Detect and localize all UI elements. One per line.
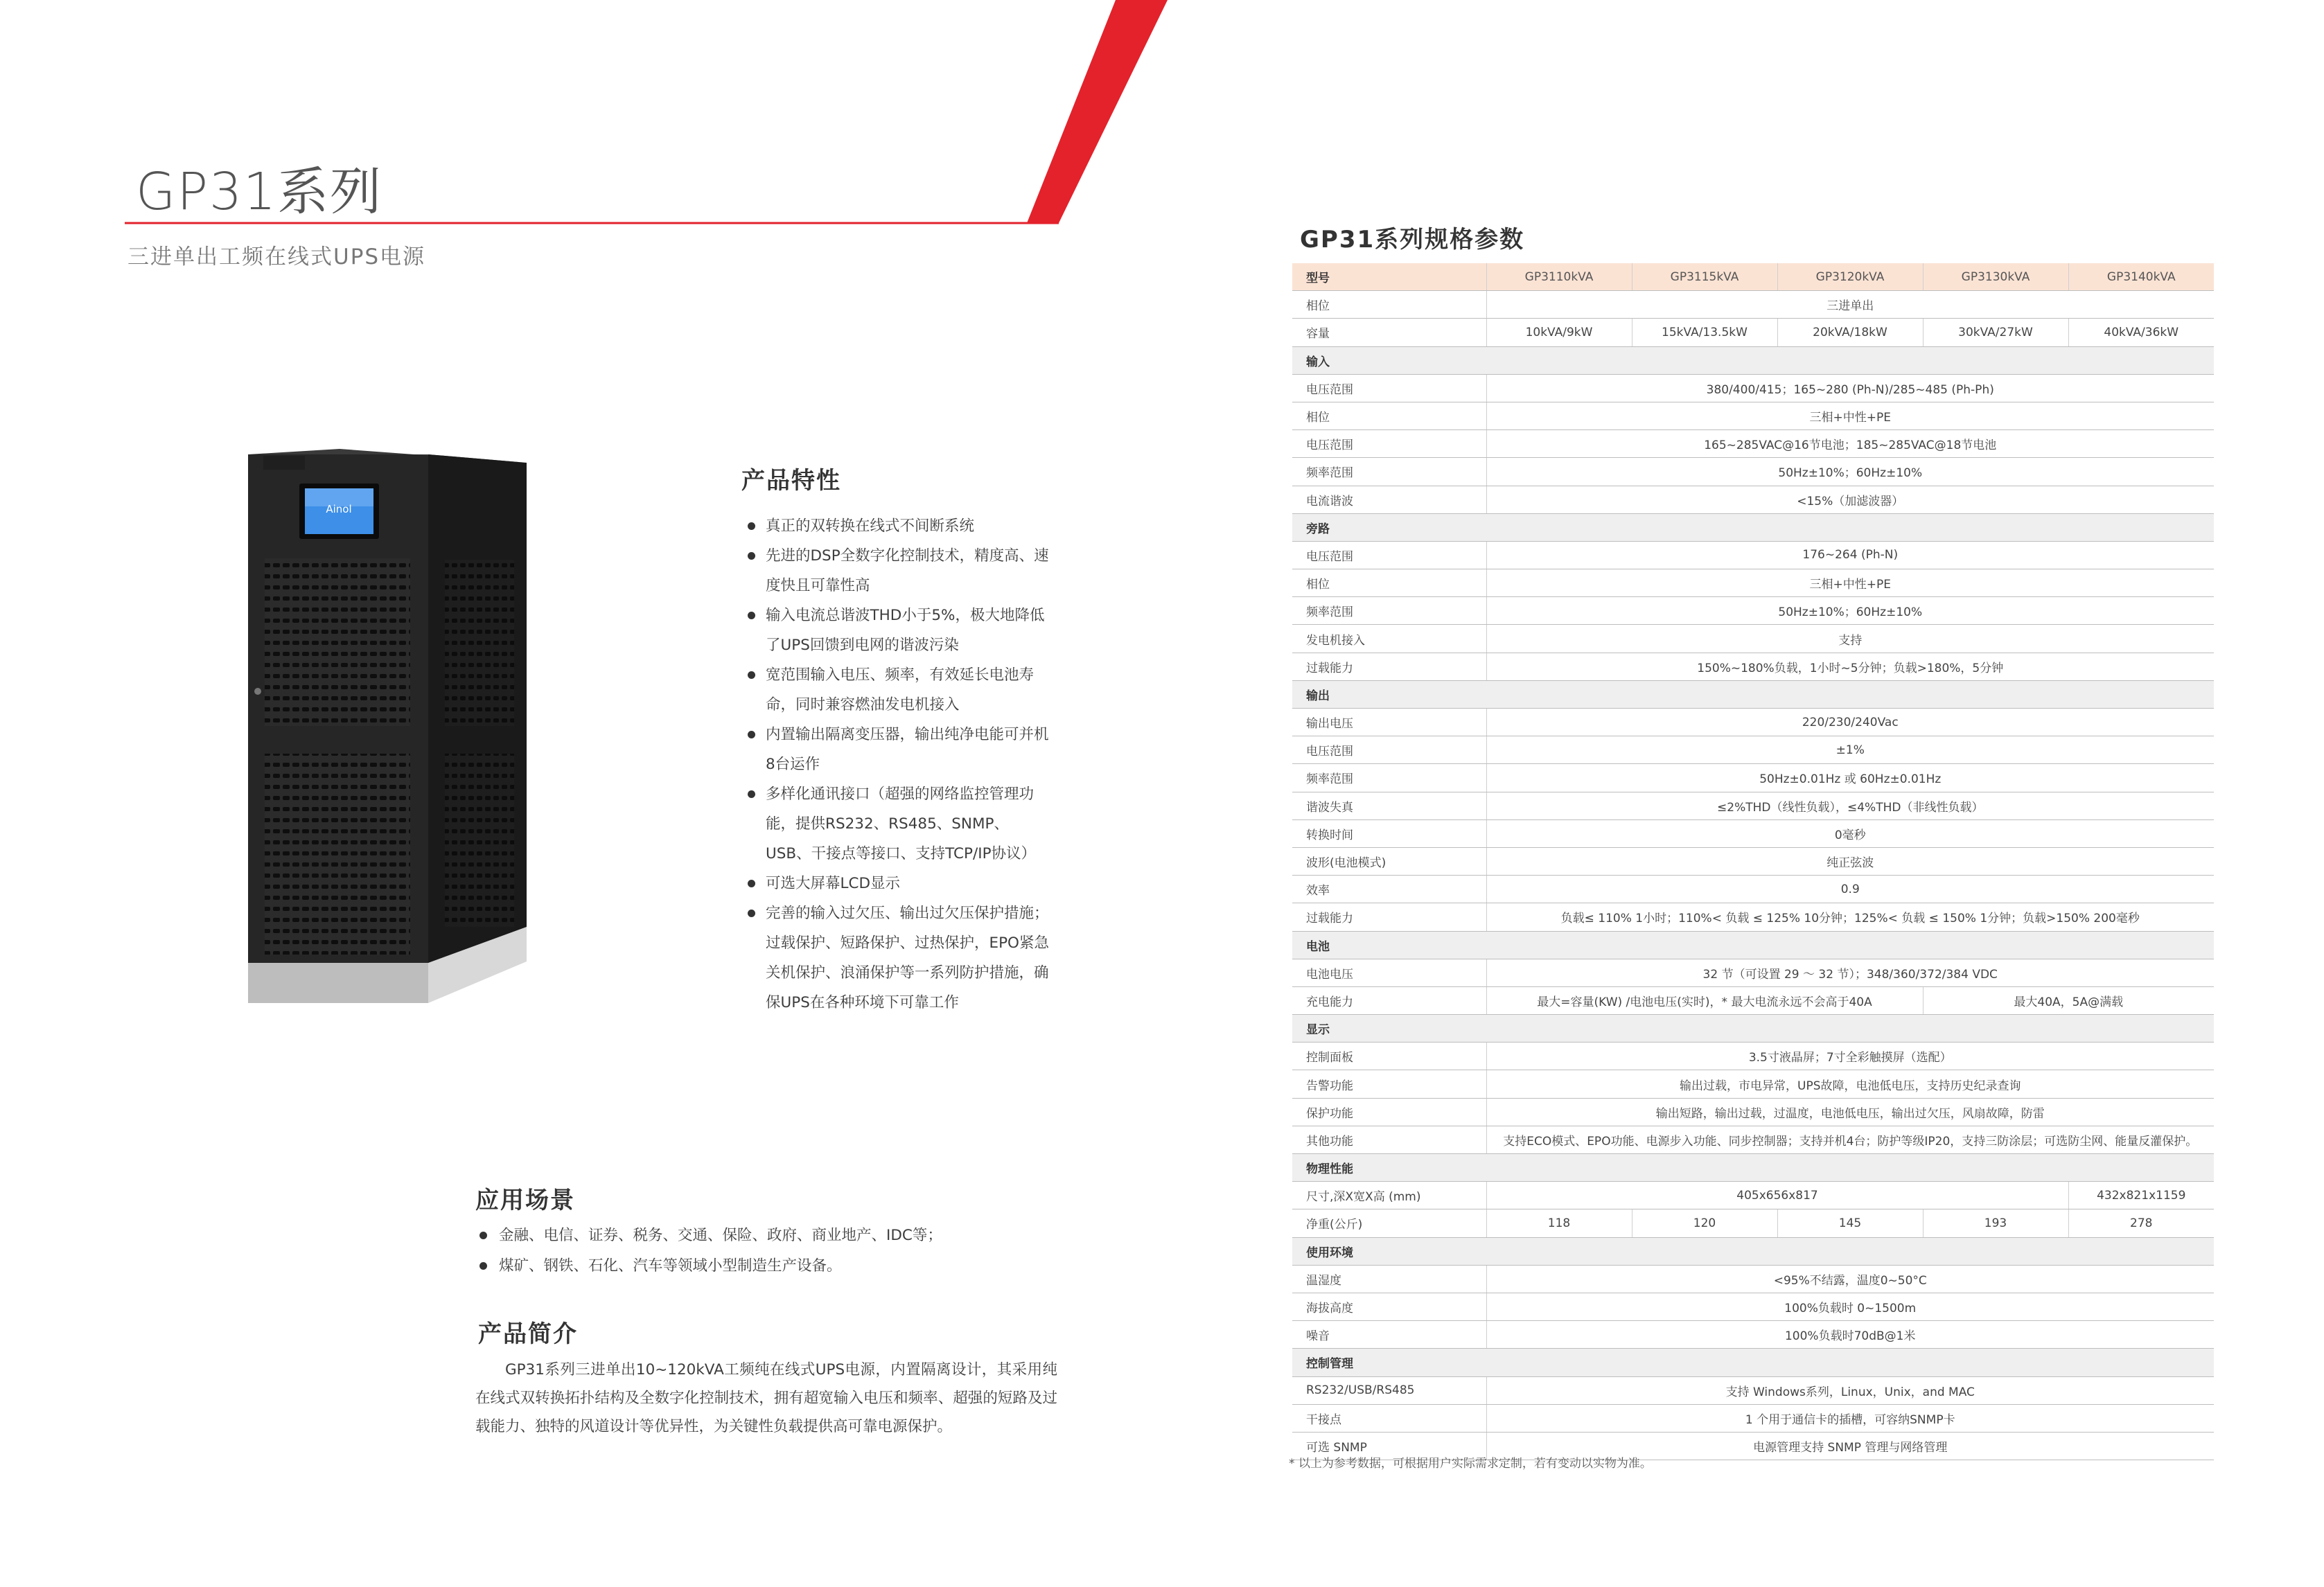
model-cell: GP3115kVA <box>1632 263 1777 291</box>
table-row <box>1292 374 2214 402</box>
value-cell: 输出短路，输出过载，过温度，电池低电压，输出过欠压，风扇故障，防雷 <box>1486 1098 2214 1126</box>
value-cell: 100%负载时70dB@1米 <box>1486 1321 2214 1349</box>
section-label: 旁路 <box>1292 513 2214 541</box>
list-item: 宽范围输入电压、频率，有效延长电池寿命，同时兼容燃油发电机接入 <box>745 660 1050 720</box>
table-row <box>1292 458 2214 486</box>
spec-section-row <box>1292 1015 2214 1043</box>
row-label: RS232/USB/RS485 <box>1292 1376 1486 1404</box>
spec-section-row <box>1292 680 2214 708</box>
model-cell: GP3120kVA <box>1777 263 1923 291</box>
table-row <box>1292 597 2214 625</box>
section-label: 使用环境 <box>1292 1237 2214 1265</box>
row-label: 电流谐波 <box>1292 486 1486 513</box>
table-row <box>1292 764 2214 792</box>
value-cell: 支持ECO模式、EPO功能、电源步入功能、同步控制器；支持并机4台；防护等级IP20，支持三防涂层；可选防尘网、能量反灌保护。 <box>1486 1126 2214 1153</box>
ups-cabinet-image <box>243 449 534 1010</box>
bullet-icon <box>748 910 755 917</box>
spec-section-row <box>1292 931 2214 959</box>
list-item: 先进的DSP全数字化控制技术，精度高、速度快且可靠性高 <box>745 541 1050 601</box>
value-cell: 193 <box>1923 1209 2068 1237</box>
list-item: 内置输出隔离变压器，输出纯净电能可并机8台运作 <box>745 720 1050 779</box>
value-cell: 负载≤ 110% 1小时；110%< 负载 ≤ 125% 10分钟；125%< 负载 ≤ 150% 1分钟；负载>150% 200毫秒 <box>1486 903 2214 931</box>
value-cell: ≤2%THD（线性负载），≤4%THD（非线性负载） <box>1486 792 2214 819</box>
row-label: 相位 <box>1292 569 1486 597</box>
spec-table <box>1292 263 2214 1460</box>
value-cell: 10kVA/9kW <box>1486 319 1632 346</box>
model-label: 型号 <box>1292 263 1486 291</box>
value-cell: 3.5寸液晶屏；7寸全彩触摸屏（选配） <box>1486 1043 2214 1070</box>
page-title: GP31系列 <box>136 162 383 222</box>
value-cell: 0.9 <box>1486 876 2214 903</box>
value-cell: ±1% <box>1486 736 2214 764</box>
list-item: 完善的输入过欠压、输出过欠压保护措施；过载保护、短路保护、过热保护，EPO紧急关机保护、浪涌保护等一系列防护措施，确保UPS在各种环境下可靠工作 <box>745 898 1050 1018</box>
intro-heading: 产品简介 <box>478 1320 578 1348</box>
value-cell: 三相+中性+PE <box>1486 402 2214 429</box>
table-row <box>1292 847 2214 875</box>
intro-text: GP31系列三进单出10~120kVA工频纯在线式UPS电源，内置隔离设计，其采用纯在线式双转换拓扑结构及全数字化控制技术，拥有超宽输入电压和频率、超强的短路及过载能力、独特的风道设计等优异性，为关键性负载提供高可靠电源保护。 <box>475 1361 1057 1435</box>
row-label: 相位 <box>1292 402 1486 429</box>
table-row <box>1292 569 2214 597</box>
row-label: 输出电压 <box>1292 709 1486 736</box>
value-cell: 40kVA/36kW <box>2068 319 2214 346</box>
section-label: 物理性能 <box>1292 1154 2214 1182</box>
table-row <box>1292 986 2214 1014</box>
value-cell: 278 <box>2068 1209 2214 1237</box>
value-cell: 输出过载，市电异常，UPS故障，电池低电压，支持历史纪录查询 <box>1486 1070 2214 1098</box>
bullet-icon <box>748 522 755 530</box>
value-cell: 三相+中性+PE <box>1486 569 2214 597</box>
row-label: 充电能力 <box>1292 986 1486 1014</box>
section-label: 输入 <box>1292 346 2214 374</box>
row-label: 电池电压 <box>1292 959 1486 986</box>
ups-screen-logo: Ainol <box>326 503 352 515</box>
row-label: 转换时间 <box>1292 819 1486 847</box>
list-item: 输入电流总谐波THD小于5%，极大地降低了UPS回馈到电网的谐波污染 <box>745 601 1050 660</box>
table-row <box>1292 819 2214 847</box>
model-cell: GP3110kVA <box>1486 263 1632 291</box>
value-cell: 165~285VAC@16节电池；185~285VAC@18节电池 <box>1486 430 2214 458</box>
section-label: 电池 <box>1292 931 2214 959</box>
bullet-icon <box>748 731 755 738</box>
value-cell: 最大=容量(KW) /电池电压(实时)，* 最大电流永远不会高于40A <box>1486 986 1923 1014</box>
row-label: 告警功能 <box>1292 1070 1486 1098</box>
value-cell: 0毫秒 <box>1486 819 2214 847</box>
value-cell: 最大40A，5A@满载 <box>1923 986 2214 1014</box>
value-cell: 50Hz±0.01Hz 或 60Hz±0.01Hz <box>1486 764 2214 792</box>
value-cell: 三进单出 <box>1486 291 2214 319</box>
value-cell: 176~264 (Ph-N) <box>1486 541 2214 569</box>
row-label: 海拔高度 <box>1292 1293 1486 1320</box>
value-cell: 15kVA/13.5kW <box>1632 319 1777 346</box>
value-cell: 支持 Windows系列，Linux，Unix，and MAC <box>1486 1376 2214 1404</box>
row-label: 谐波失真 <box>1292 792 1486 819</box>
table-row <box>1292 1293 2214 1320</box>
value-cell: 32 节（可设置 29 ～ 32 节）；348/360/372/384 VDC <box>1486 959 2214 986</box>
spec-section-row <box>1292 1349 2214 1376</box>
table-row <box>1292 430 2214 458</box>
value-cell: 150%~180%负载，1小时~5分钟；负载>180%，5分钟 <box>1486 653 2214 680</box>
table-row <box>1292 1126 2214 1153</box>
value-cell: <95%不结露，温度0~50°C <box>1486 1265 2214 1293</box>
bullet-icon <box>748 671 755 679</box>
table-row <box>1292 1043 2214 1070</box>
applications-heading: 应用场景 <box>475 1187 575 1214</box>
bullet-icon <box>748 612 755 619</box>
row-label: 频率范围 <box>1292 597 1486 625</box>
list-item: 多样化通讯接口（超强的网络监控管理功能，提供RS232、RS485、SNMP、USB、干接点等接口、支持TCP/IP协议） <box>745 779 1050 869</box>
row-label: 电压范围 <box>1292 374 1486 402</box>
value-cell: 118 <box>1486 1209 1632 1237</box>
table-row <box>1292 541 2214 569</box>
value-cell: 20kVA/18kW <box>1777 319 1923 346</box>
value-cell: 432x821x1159 <box>2068 1182 2214 1209</box>
value-cell: 145 <box>1777 1209 1923 1237</box>
table-row <box>1292 876 2214 903</box>
features-list <box>745 511 1050 1018</box>
row-label: 温湿度 <box>1292 1265 1486 1293</box>
list-item: 可选大屏幕LCD显示 <box>745 869 1050 898</box>
row-label: 干接点 <box>1292 1404 1486 1432</box>
table-row <box>1292 736 2214 764</box>
row-label: 频率范围 <box>1292 764 1486 792</box>
list-item: 真正的双转换在线式不间断系统 <box>745 511 1050 541</box>
row-label: 频率范围 <box>1292 458 1486 486</box>
spec-section-row <box>1292 1154 2214 1182</box>
table-row <box>1292 903 2214 931</box>
row-label: 相位 <box>1292 291 1486 319</box>
table-row <box>1292 319 2214 346</box>
row-label: 噪音 <box>1292 1321 1486 1349</box>
table-row <box>1292 653 2214 680</box>
value-cell: 380/400/415；165~280 (Ph-N)/285~485 (Ph-Ph) <box>1486 374 2214 402</box>
row-label: 尺寸,深X宽X高 (mm) <box>1292 1182 1486 1209</box>
section-label: 控制管理 <box>1292 1349 2214 1376</box>
bullet-icon <box>748 552 755 560</box>
table-row <box>1292 1321 2214 1349</box>
bullet-icon <box>748 790 755 798</box>
row-label: 可选 SNMP <box>1292 1432 1486 1460</box>
value-cell: 100%负载时 0~1500m <box>1486 1293 2214 1320</box>
table-row <box>1292 1265 2214 1293</box>
spec-section-row <box>1292 1237 2214 1265</box>
table-row <box>1292 709 2214 736</box>
footnote: * 以上为参考数据，可根据用户实际需求定制，若有变动以实物为准。 <box>1289 1457 1652 1471</box>
table-row <box>1292 1404 2214 1432</box>
applications-list <box>477 1221 1031 1282</box>
value-cell: 1 个用于通信卡的插槽，可容纳SNMP卡 <box>1486 1404 2214 1432</box>
value-cell: 50Hz±10%；60Hz±10% <box>1486 597 2214 625</box>
table-row <box>1292 1376 2214 1404</box>
value-cell: 30kVA/27kW <box>1923 319 2068 346</box>
bullet-icon <box>479 1262 487 1270</box>
row-label: 净重(公斤) <box>1292 1209 1486 1237</box>
bullet-icon <box>748 880 755 887</box>
list-item: 金融、电信、证券、税务、交通、保险、政府、商业地产、IDC等； <box>477 1221 1031 1251</box>
row-label: 过载能力 <box>1292 653 1486 680</box>
value-cell: 50Hz±10%；60Hz±10% <box>1486 458 2214 486</box>
table-row <box>1292 1209 2214 1237</box>
value-cell: 405x656x817 <box>1486 1182 2068 1209</box>
row-label: 其他功能 <box>1292 1126 1486 1153</box>
value-cell: 电源管理支持 SNMP 管理与网络管理 <box>1486 1432 2214 1460</box>
table-row <box>1292 1182 2214 1209</box>
row-label: 发电机接入 <box>1292 625 1486 653</box>
row-label: 控制面板 <box>1292 1043 1486 1070</box>
row-label: 过载能力 <box>1292 903 1486 931</box>
spec-section-row <box>1292 513 2214 541</box>
value-cell: 纯正弦波 <box>1486 847 2214 875</box>
list-item: 煤矿、钢铁、石化、汽车等领域小型制造生产设备。 <box>477 1251 1031 1282</box>
spec-title: GP31系列规格参数 <box>1300 226 1525 254</box>
section-label: 显示 <box>1292 1015 2214 1043</box>
row-label: 波形(电池模式) <box>1292 847 1486 875</box>
row-label: 效率 <box>1292 876 1486 903</box>
spec-header-row <box>1292 263 2214 291</box>
spec-section-row <box>1292 346 2214 374</box>
model-cell: GP3130kVA <box>1923 263 2068 291</box>
value-cell: 220/230/240Vac <box>1486 709 2214 736</box>
row-label: 容量 <box>1292 319 1486 346</box>
table-row <box>1292 486 2214 513</box>
table-row <box>1292 402 2214 429</box>
section-label: 输出 <box>1292 680 2214 708</box>
ups-brand-plate <box>263 456 305 470</box>
value-cell: 120 <box>1632 1209 1777 1237</box>
value-cell: <15%（加滤波器） <box>1486 486 2214 513</box>
table-row <box>1292 792 2214 819</box>
row-label: 电压范围 <box>1292 430 1486 458</box>
row-label: 保护功能 <box>1292 1098 1486 1126</box>
table-row <box>1292 959 2214 986</box>
table-row <box>1292 625 2214 653</box>
features-heading: 产品特性 <box>741 467 841 495</box>
model-cell: GP3140kVA <box>2068 263 2214 291</box>
table-row <box>1292 291 2214 319</box>
table-row <box>1292 1070 2214 1098</box>
value-cell: 支持 <box>1486 625 2214 653</box>
page-subtitle: 三进单出工频在线式UPS电源 <box>127 245 426 269</box>
table-row <box>1292 1098 2214 1126</box>
bullet-icon <box>479 1232 487 1239</box>
row-label: 电压范围 <box>1292 541 1486 569</box>
row-label: 电压范围 <box>1292 736 1486 764</box>
